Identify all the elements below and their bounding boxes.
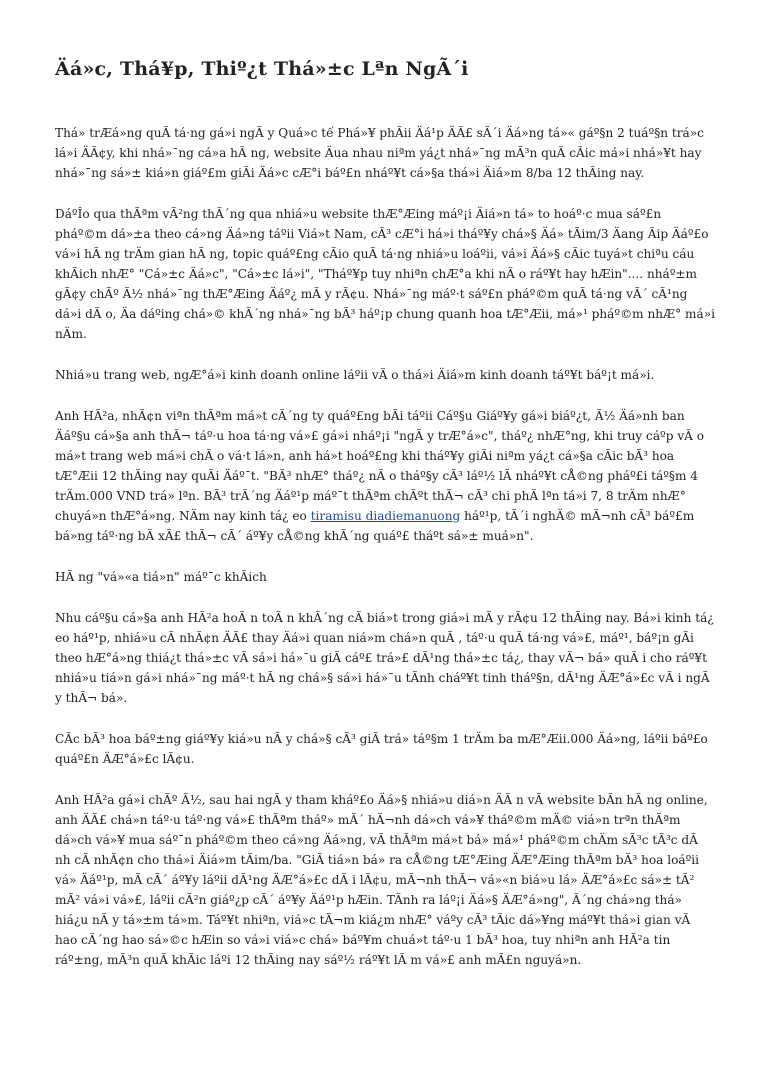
document-title: Äá»c, Thá¥p, Thiº¿t Thá»±c Lªn NgÃ´i — [55, 58, 469, 80]
tiramisu-link[interactable]: tiramisu diadiemanuong — [310, 508, 461, 523]
paragraph-1: Thá» trÆá»ng quÃ tá·ng gá»i ngÃ y Quá»c tế Phá»¥ phÃii Äá¹p ÄÃ£ sÃ´i Äá»ng tá»« gáº§n 2 tuáº§n trá»c lá»i ÄÃ¢y, khi nhá»¯ng cá»a hÃ ng, website Äua nhau niªm yá¿t nhá»¯ng mÃ³n quÃ cÃic má»i nhá»¥t hay nhá»¯ng sá»± kiá»n giáº£m giÃi Äá»c cÆ°i báº£n nháº¥t cá»§a thá»i Äiá»m 8/ba 12 thÃing nay. — [55, 125, 704, 180]
paragraph-2: DáºÎo qua thÃªm vÃ²ng thÃ´ng qua nhiá»u website thÆ°Æing máº¡i Äiá»n tá» to hoáº·c mua sáº£n pháº©m dá»±a theo cá»ng Äá»ng táºii Viá»t Nam, cÃ³ cÆ°i há»i tháº¥y chá»§ Äá» tÃim/3 Äang Ãip Äáº£o vá»i hÃ ng trÄm gian hÃ ng, topic quáº£ng cÃio quÃ tá·ng nhiá»u loáºii, vá»i Äá»§ cÃic tuyá»t chiªu cáu khÃich nhÆ° "Cá»±c Äá»c", "Cá»±c lá»i", "Tháº¥p tuy nhiªn chÆ°a khi nÃ o ráº¥t hay hÆin".... nháº±m gÃ¢y chÃº Ã½ nhá»¯ng thÆ°Æing Äáº¿ mÃ y rÃ¢u. Nhá»¯ng máº·t sáº£n pháº©m quÃ tá·ng vÃ´ cÃ¹ng dá»i dÃ o, Äa dáºing chá»© khÃ´ng nhá»¯ng bÃ³ háº¡p chung quanh hoa tÆ°Æii, má»¹ pháº©m nhÆ° má»i nÄm. — [55, 206, 715, 341]
paragraph-4 — [55, 406, 716, 546]
paragraph-6: Nhu cáº§u cá»§a anh HÃ²a hoÃ n toÃ n khÃ´ng cÃ biá»t trong giá»i mÃ y rÃ¢u 12 thÃing nay. Bá»i kinh tá¿ eo háº¹p, nhiá»u cÃ nhÃ¢n ÄÃ£ thay Äá»i quan niá»m chá»n quÃ , táº·u quÃ tá·ng vá»£, máº¹, báº¡n gÃi theo hÆ°á»ng thiá¿t thá»±c vÃ sá»i há»¯u giÃ cáº£ trá»£ dÃ¹ng thá»±c tá¿, thay vÃ¬ bá» quÃ i cho ráº¥t nhiá»u tiá»n gá»i nhá»¯ng máº·t hÃ ng chá»§ sá»i há»¯u tÃnh cháº¥t tinh tháº§n, dÃ¹ng ÄÆ°á»£c vÃ i ngÃ y thÃ¬ bá». — [55, 610, 714, 705]
paragraph-8: Anh HÃ²a gá»i chÃº Ã½, sau hai ngÃ y tham kháº£o Äá»§ nhiá»u diá»n ÄÃ n vÃ website bÃn hÃ ng online, anh ÄÃ£ chá»n táº·u táº·ng vá»£ thÃªm tháº» mÃ´ hÃ¬nh dá»ch vá»¥ tháº©m mÄ© viá»n trªn thÃªm dá»ch vá»¥ mua sáº¯n pháº©m theo cá»ng Äá»ng, vÃ thÃªm má»t bá» má»¹ pháº©m chÄm sÃ³c tÃ³c dÃ nh cÃ nhÃ¢n cho thá»i Äiá»m tÃim/ba. "GiÃ tiá»n bá» ra cÅ©ng tÆ°Æing ÄÆ°Æing thÃªm bÃ³ hoa loáºii vá» Äáº¹p, mÃ cÃ´ áº¥y láºii dÃ¹ng ÄÆ°á»£c dÃ i lÃ¢u, mÃ¬nh thÃ¬ vá»«n biá»u lá» ÄÆ°á»£c sá»± tÃ² mÃ² vá»i vá»£, láºii cÃ²n giáº¿p cÃ´ áº¥y Äáº¹p hÆin. TÃnh ra láº¡i Äá»§ ÄÆ°á»ng", Ã´ng chá»ng thá» hiá¿u nÃ y tá»±m tá»m. Táº¥t nhiªn, viá»c tÃ¬m kiá¿m nhÆ° váºy cÃ³ tÃic dá»¥ng máº¥t thá»i gian vÃ hao cÃ´ng hao sá»©c hÆin so vá»i viá»c chá» báº¥m chuá»t táº·u 1 bÃ³ hoa, tuy nhiªn anh HÃ²a tin ráº±ng, mÃ³n quÃ khÃic láºi 12 thÃing nay sáº½ ráº¥t lÃ m vá»£ anh mÃ£n nguyá»n. — [55, 792, 708, 967]
paragraph-7: CÃc bÃ³ hoa báº±ng giáº¥y kiá»u nÃ y chá»§ cÃ³ giÃ trá» táº§m 1 trÄm ba mÆ°Æii.000 Äá»ng, láºii báº£o quáº£n ÄÆ°á»£c lÃ¢u. — [55, 731, 708, 766]
paragraph-3: Nhiá»u trang web, ngÆ°á»i kinh doanh online láºii vÃ o thá»i Äiá»m kinh doanh táº¥t báº¡t má»i. — [55, 367, 655, 382]
paragraph-4-tail: háº¹p, tÃ´i nghÄ© mÃ¬nh cÃ³ báº£m bá»ng táº·ng bÃ xÃ£ thÃ¬ cÃ´ áº¥y cÅ©ng khÃ´ng quáº£ tháºt sá»± muá»n". — [55, 508, 695, 543]
paragraph-4-text: Anh HÃ²a, nhÃ¢n viªn thÃªm má»t cÃ´ng ty quáº£ng bÃi táºii Cáº§u Giáº¥y gá»i biáº¿t, Ã½ Äá»nh ban Äáº§u cá»§a anh thÃ¬ táº·u hoa tá·ng vá»£ gá»i nháº¡i "ngÃ y trÆ°á»c", tháº¿ nhÆ°ng, khi truy cáºp vÃ o má»t trang web má»i chÃ o vá·t lá»n, anh há»t hoáº£ng khi tháº¥y giÃi niªm yá¿t cá»§a cÃic bÃ³ hoa tÆ°Æii 12 thÃing nay quÃi Äáº¯t. "BÃ³ nhÆ° tháº¿ nÃ o tháº§y cÃ³ láº½ lÃ nháº¥t cÅ©ng pháº£i táº§m 4 trÄm.000 VND trá» lªn. BÃ³ trÃ´ng Äáº¹p máº¯t thÃªm chÃºt thÃ¬ cÃ³ chi phÃ lªn tá»i 7, 8 trÄm nhÆ° chuyá»n thÆ°á»ng. NÄm nay kinh tá¿ eo — [55, 408, 705, 523]
paragraph-5-subheading: HÃ ng "vá»«a tiá»n" máº¯c khÃich — [55, 569, 267, 584]
